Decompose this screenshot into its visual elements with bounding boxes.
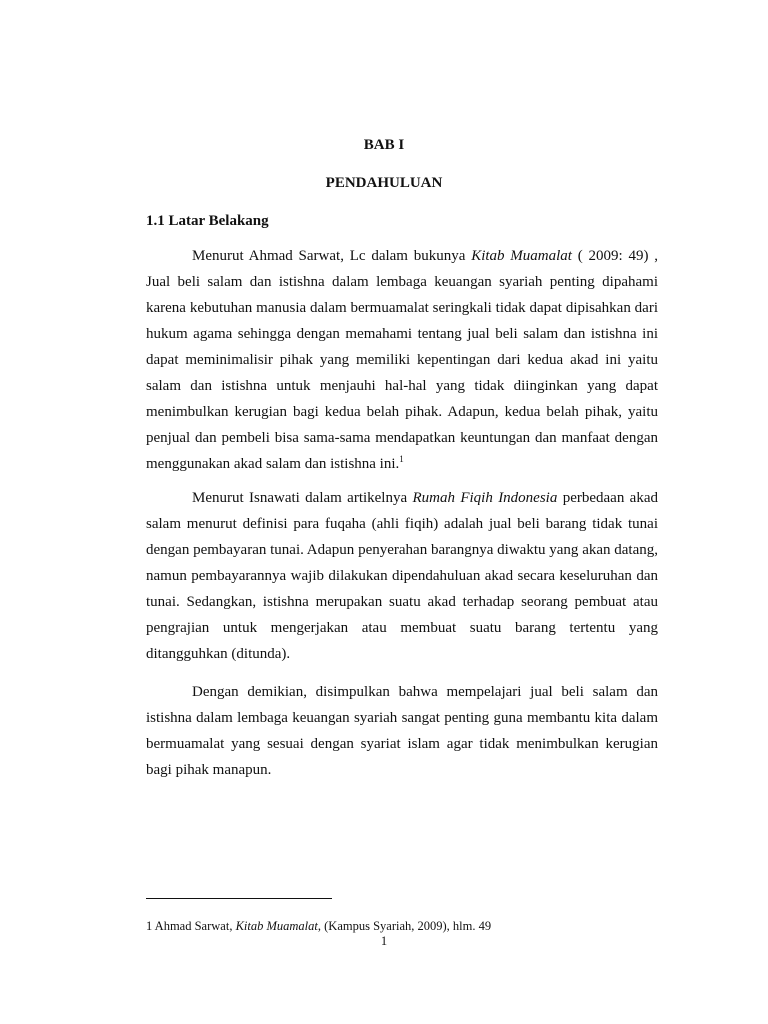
page-number: 1 [380, 934, 388, 948]
footnote-divider [146, 898, 332, 899]
paragraph-1: Menurut Ahmad Sarwat, Lc dalam bukunya Kitab Muamalat ( 2009: 49) , Jual beli salam dan istishna dalam lembaga keuangan syariah penting dipahami karena kebutuhan manusia dalam bermuamalat seringkali tidak dapat dipisahkan dari hukum agama sehingga dengan memahami tentang jual beli salam dan istishna ini dapat meminimalisir pihak yang memiliki kepentingan dari kedua akad ini yaitu salam dan istishna untuk menjauhi hal-hal yang tidak diinginkan yang dapat menimbulkan kerugian bagi kedua belah pihak. Adapun, kedua belah pihak, yaitu penjual dan pembeli bisa sama-sama mendapatkan keuntungan dan manfaat dengan menggunakan akad salam dan istishna ini.$^1$ [146, 248, 658, 472]
footnote-book-title: Kitab Muamalat [235, 919, 318, 933]
section-heading: 1.1 Latar Belakang [146, 213, 269, 229]
footnote-marker: 1 [146, 919, 153, 933]
paragraph-2: Menurut Isnawati dalam artikelnya Rumah Fiqih Indonesia perbedaan akad salam menurut definisi para fuqaha (ahli fiqih) adalah jual beli barang tidak tunai dengan pembayaran tunai. Adapun penyerahan barangnya diwaktu yang akan datang, namun pembayarannya wajib dilakukan dipendahuluan akad secara keseluruhan dan tunai. Sedangkan, istishna merupakan suatu akad terhadap seorang pembuat atau pengrajian untuk mengerjakan atau membuat suatu barang tertentu yang ditangguhkan (ditunda). [146, 490, 658, 662]
chapter-label: BAB I [363, 137, 405, 153]
article-title: Rumah Fiqih Indonesia [412, 490, 558, 506]
paragraph-3: Dengan demikian, disimpulkan bahwa mempelajari jual beli salam dan istishna dalam lembaga keuangan syariah sangat penting guna membantu kita dalam bermuamalat yang sesuai dengan syariat islam agar tidak menimbulkan kerugian bagi pihak manapun. [146, 684, 658, 778]
footnote-ref[interactable]: 1 [399, 454, 404, 464]
chapter-title: PENDAHULUAN [325, 175, 443, 191]
footnote: 1 Ahmad Sarwat, Kitab Muamalat, (Kampus Syariah, 2009), hlm. 49 [146, 919, 492, 933]
book-title: Kitab Muamalat [471, 248, 572, 264]
